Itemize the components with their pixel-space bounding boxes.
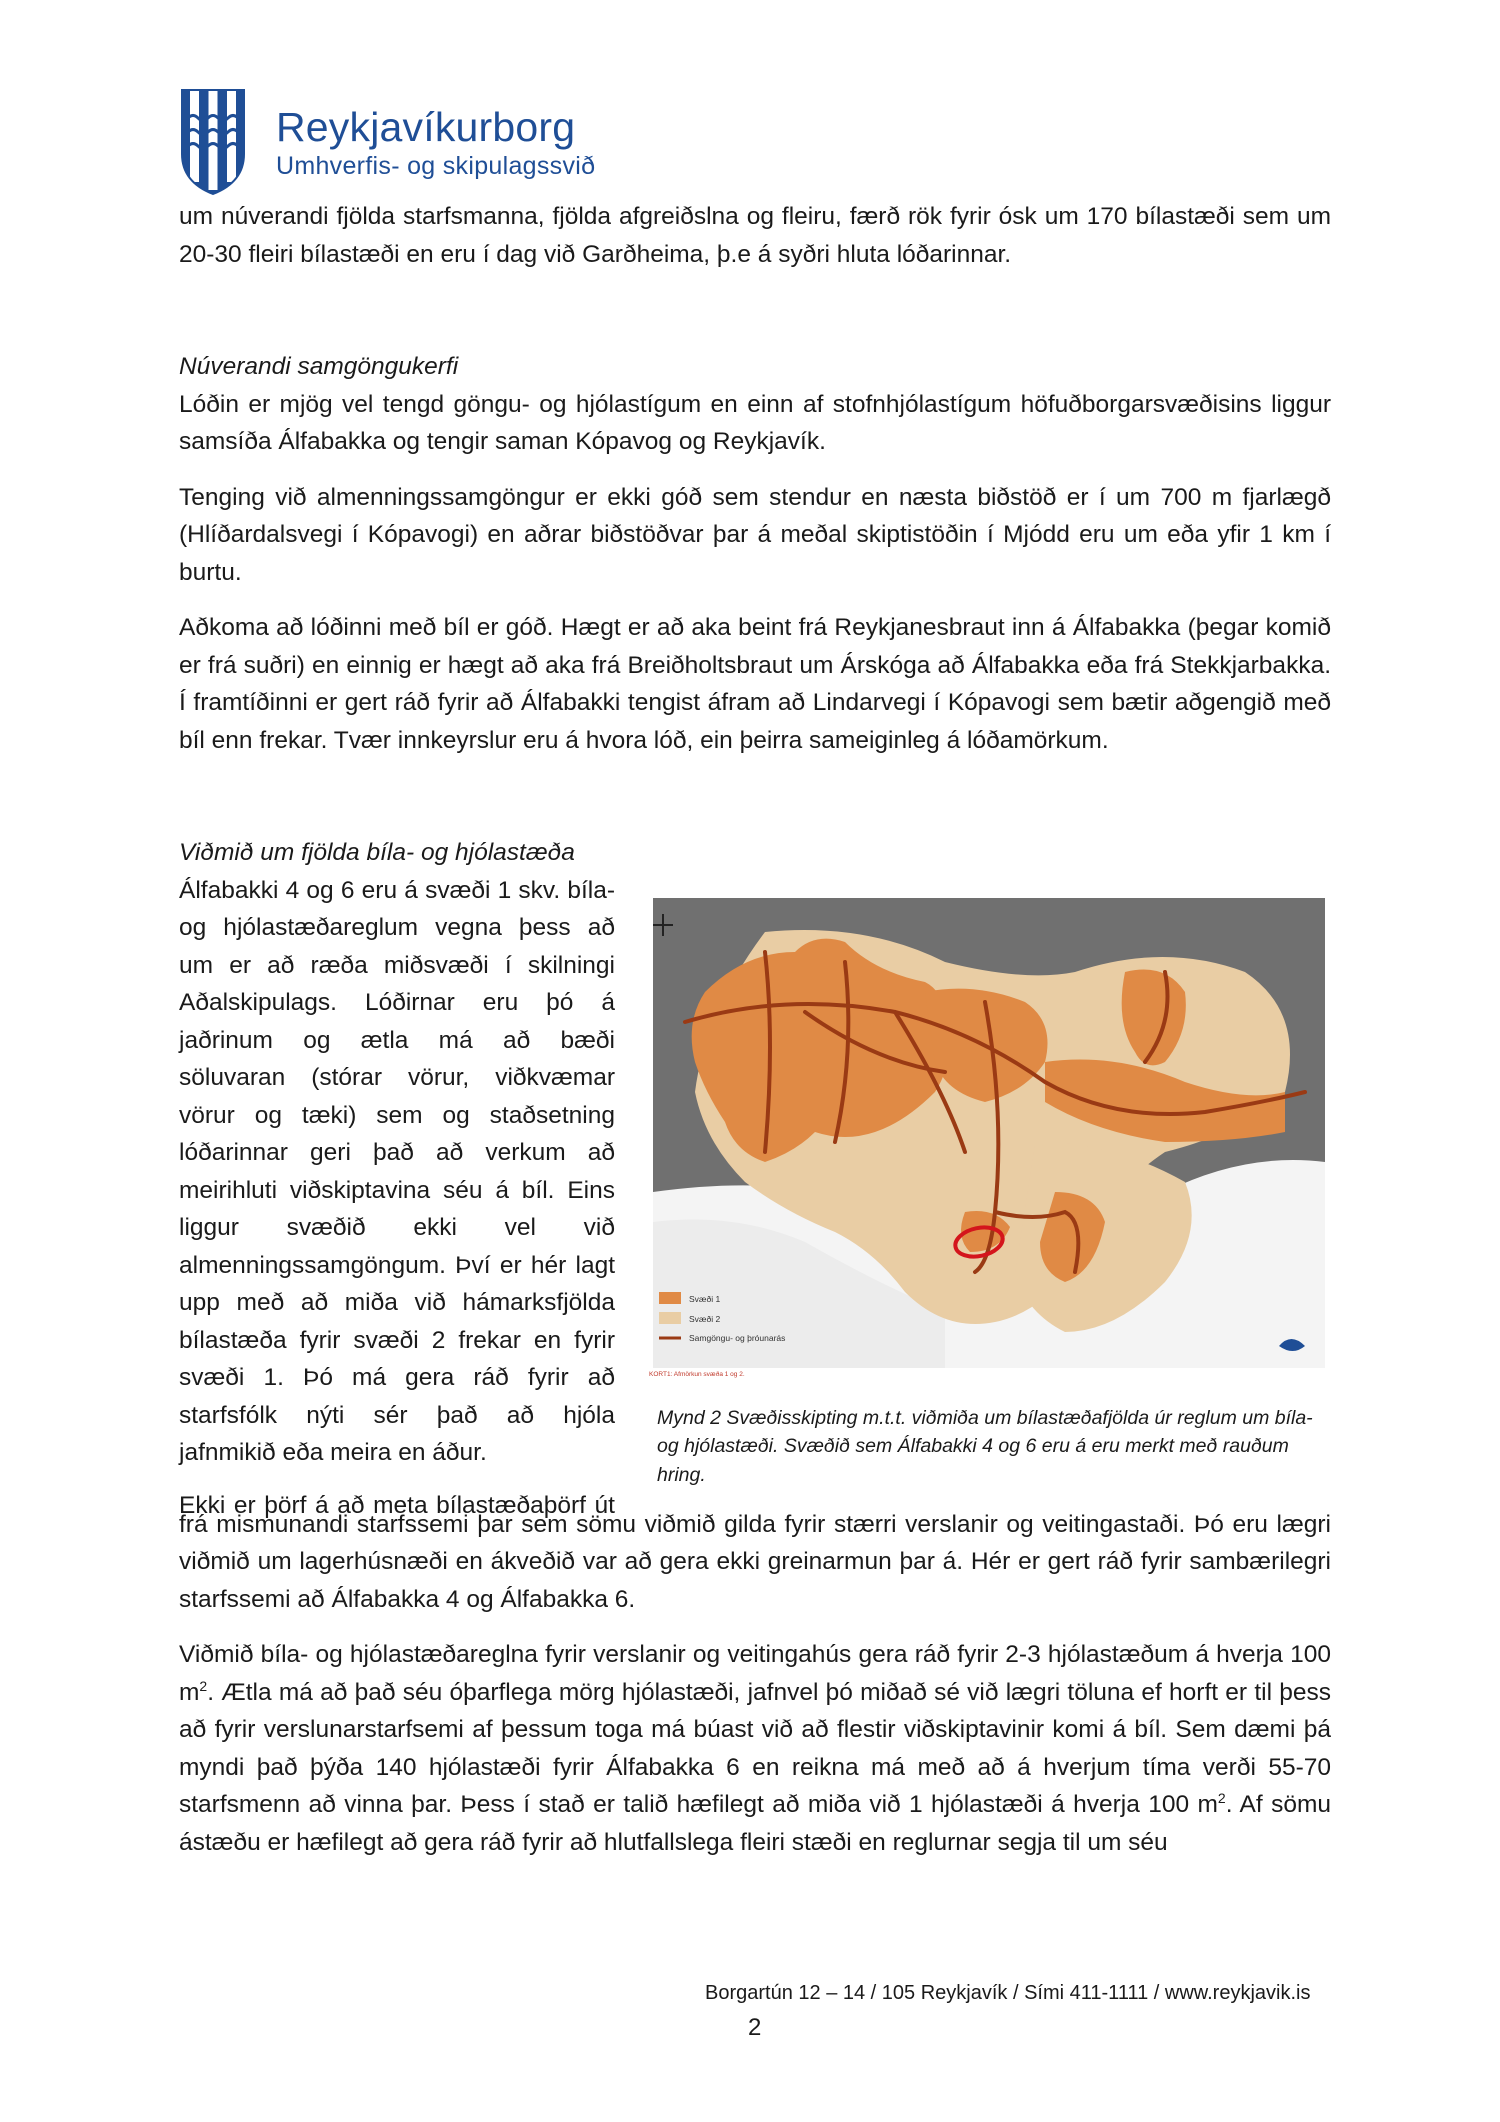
figure-caption: Mynd 2 Svæðisskipting m.t.t. viðmiða um bílastæðafjölda úr reglum um bíla- og hjólastæði. Svæðið sem Álfabakki 4 og 6 eru á eru merkt með rauðum hring. — [657, 1406, 1313, 1486]
wrapped-line: upp með að miða við hámarksfjölda — [179, 1289, 615, 1316]
zone-map-image — [645, 892, 1332, 1380]
paragraph-bike-parking — [179, 1636, 1331, 1861]
bike-para-part3: . — [1225, 1791, 1233, 1818]
superscript-2: 2 — [199, 1677, 208, 1694]
wrapped-line: jafnmikið eða meira en áður. — [179, 1439, 487, 1466]
wrapped-line: liggur svæðið ekki vel við — [179, 1214, 615, 1241]
superscript-2: 2 — [1217, 1789, 1226, 1806]
paragraph-paths: Lóðin er mjög vel tengd göngu- og hjólastígum en einn af stofnhjólastígum höfuðborgarsvæðisins liggur samsíða Álfabakka og tengir saman Kópavog og Reykjavík. — [179, 390, 1331, 455]
wrapped-line: svæði 1. Þó má gera ráð fyrir að — [179, 1364, 615, 1391]
map-title-label: KORT1: Afmörkun svæða 1 og 2. — [649, 1370, 745, 1378]
wrapped-line: Álfabakki 4 og 6 eru á svæði 1 skv. bíla- — [179, 876, 615, 904]
paragraph-parking-needs: frá mismunandi starfssemi þar sem sömu viðmið gilda fyrir stærri verslanir og veitingastaði. Þó eru lægri viðmið um lagerhúsnæði en ákveðið var að gera ekki greinarmun þar á. Hér er gert ráð fyrir sambærilegri starfssemi að Álfabakka 4 og Álfabakka 6. — [179, 1510, 1331, 1613]
paragraph-intro: um núverandi fjölda starfsmanna, fjölda afgreiðslna og fleiru, færð rök fyrir ósk um 170 bílastæði sem um 20-30 fleiri bílastæði en eru í dag við Garðheima, þ.e á syðri hluta lóðarinnar. — [179, 203, 1331, 268]
bike-para-part1: Viðmið bíla- og hjólastæðareglna fyrir verslanir og veitingahús gera ráð fyrir 2-3 hjólastæðum á hverja 100 m — [179, 1641, 1331, 1706]
wrapped-paragraph — [179, 872, 615, 1525]
logo-subtitle: Umhverfis- og skipulagssvið — [276, 152, 596, 180]
wrapped-line: og hjólastæðareglum vegna þess að — [179, 914, 615, 941]
wrapped-line: starfsfólk nýti sér það að hjóla — [179, 1401, 615, 1429]
wrapped-line: almenningssamgöngum. Því er hér lagt — [179, 1251, 615, 1279]
page-number: 2 — [748, 2014, 762, 2041]
heading-parking-criteria: Viðmið um fjölda bíla- og hjólastæða — [179, 839, 575, 866]
wrapped-line: bílastæða fyrir svæði 2 frekar en fyrir — [179, 1326, 615, 1354]
legend-zone1-label: Svæði 1 — [689, 1293, 721, 1304]
bike-para-part2: . Ætla má að það séu óþarflega mörg hjólastæði, jafnvel þó miðað sé við lægri töluna ef horft er til þess að fyrir verslunarstarfsemi af þessum toga má búast við að flestir viðskiptavinir komi á bíl. Sem dæmi þá myndi það þýða 140 hjólastæði fyrir Álfabakka 6 en reikna má með að á hverjum tíma verði 55-70 starfsmenn að vinna þar. Þess í stað er talið hæfilegt að miða við 1 hjólastæði á hverja 100 m — [179, 1678, 1331, 1818]
wrapped-line: jaðrinum og ætla má að bæði — [179, 1026, 615, 1054]
wrapped-line: Aðalskipulags. Lóðirnar eru þó á — [179, 989, 615, 1016]
wrapped-line: söluvaran (stórar vörur, viðkvæmar — [179, 1064, 615, 1091]
document-body — [179, 198, 1331, 1861]
figure-zone-map — [645, 892, 1332, 1490]
wrapped-line: um er að ræða miðsvæði í skilningi — [179, 951, 615, 979]
legend-route-label: Samgöngu- og þróunarás — [689, 1332, 786, 1343]
footer-address: Borgartún 12 – 14 / 105 Reykjavík / Sími 411-1111 / www.reykjavik.is — [705, 1982, 1311, 2004]
paragraph-car-access: Aðkoma að lóðinni með bíl er góð. Hægt er að aka beint frá Reykjanesbraut inn á Álfabakka (þegar komið er frá suðri) en einnig er hægt að aka frá Breiðholtsbraut um Árskóga að Álfabakka eða frá Stekkjarbakka. Í framtíðinni er gert ráð fyrir að Álfabakki tengist áfram að Lindarvegi í Kópavogi sem bætir aðgengið með bíl enn frekar. Tvær innkeyrslur eru á hvora lóð, ein þeirra sameiginleg á lóðamörkum. — [179, 614, 1331, 754]
heading-transport-system: Núverandi samgöngukerfi — [179, 353, 459, 380]
logo-title: Reykjavíkurborg — [276, 104, 576, 150]
wrapped-line: lóðarinnar geri það að verkum að — [179, 1139, 615, 1166]
wrapped-line: vörur og tæki) sem og staðsetning — [179, 1101, 615, 1129]
wrapped-line: meirihluti viðskiptavina séu á bíl. Eins — [179, 1176, 615, 1204]
text-figure-block — [179, 872, 1331, 1519]
reykjavik-shield-icon — [180, 88, 246, 196]
paragraph-same-reason: Af sömu ástæðu er hæfilegt að gera ráð fyrir að hlutfallslega fleiri stæði en reglurnar segja til um séu — [179, 1791, 1331, 1856]
legend-zone2-label: Svæði 2 — [689, 1313, 721, 1324]
paragraph-public-transport: Tenging við almenningssamgöngur er ekki góð sem stendur en næsta biðstöð er í um 700 m fjarlægð (Hlíðardalsvegi í Kópavogi) en aðrar biðstöðvar þar á meðal skiptistöðin í Mjódd eru um eða yfir 1 km í burtu. — [179, 483, 1331, 586]
wrapped-line: Ekki er þörf á að meta bílastæðaþörf út — [179, 1491, 615, 1519]
